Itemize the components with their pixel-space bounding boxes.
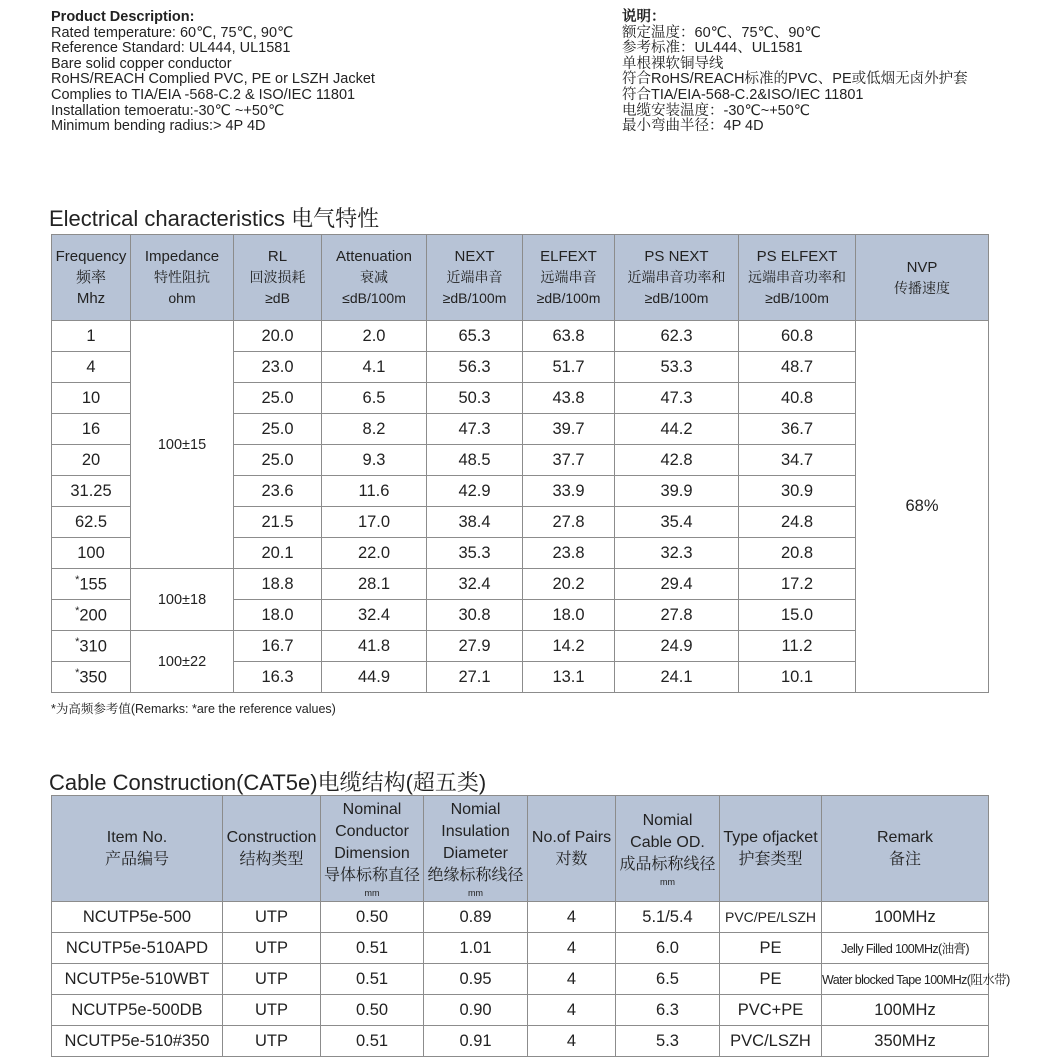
impedance-cell: 100±15 bbox=[131, 321, 234, 569]
item-number-cell: NCUTP5e-510WBT bbox=[52, 964, 223, 995]
description-cn-line: 符合TIA/EIA-568-C.2&ISO/IEC 11801 bbox=[622, 86, 864, 103]
return-loss-cell: 25.0 bbox=[234, 383, 322, 414]
electrical-header-cell bbox=[131, 235, 234, 321]
construction-header-row bbox=[52, 796, 989, 902]
construction-type-cell: UTP bbox=[223, 1026, 321, 1057]
ps-next-cell: 62.3 bbox=[615, 321, 739, 352]
frequency-cell bbox=[52, 321, 131, 352]
construction-type-cell: UTP bbox=[223, 902, 321, 933]
reference-asterisk: * bbox=[75, 635, 80, 648]
electrical-header-line: Mhz bbox=[76, 290, 106, 307]
ps-elfext-cell: 20.8 bbox=[739, 538, 856, 569]
next-cell: 42.9 bbox=[427, 476, 523, 507]
item-number-cell: NCUTP5e-500DB bbox=[52, 995, 223, 1026]
cable-od-cell: 5.1/5.4 bbox=[616, 902, 720, 933]
frequency-value: 100 bbox=[77, 543, 105, 562]
elfext-cell: 63.8 bbox=[523, 321, 615, 352]
ps-next-cell: 29.4 bbox=[615, 569, 739, 600]
jacket-type-cell: PVC+PE bbox=[720, 995, 822, 1026]
insulation-diameter-cell: 0.90 bbox=[424, 995, 528, 1026]
construction-header-unit: mm bbox=[660, 876, 675, 887]
construction-section-title: Cable Construction(CAT5e)电缆结构(超五类) bbox=[49, 770, 487, 795]
jacket-type-cell: PVC/LSZH bbox=[720, 1026, 822, 1057]
return-loss-cell: 20.1 bbox=[234, 538, 322, 569]
construction-header-line: Diameter bbox=[443, 844, 508, 862]
frequency-cell bbox=[52, 569, 131, 600]
construction-header-unit: mm bbox=[468, 887, 483, 898]
item-number-cell: NCUTP5e-500 bbox=[52, 902, 223, 933]
electrical-header-line: ELFEXT bbox=[540, 248, 597, 265]
electrical-header-cell bbox=[615, 235, 739, 321]
electrical-header-line: ohm bbox=[168, 290, 196, 306]
electrical-header-line: 远端串音功率和 bbox=[748, 269, 846, 285]
electrical-row bbox=[52, 631, 989, 662]
construction-header-line: No.of Pairs bbox=[531, 828, 612, 846]
jacket-type-cell: PE bbox=[720, 933, 822, 964]
return-loss-cell: 16.7 bbox=[234, 631, 322, 662]
elfext-cell: 39.7 bbox=[523, 414, 615, 445]
elfext-cell: 51.7 bbox=[523, 352, 615, 383]
return-loss-cell: 18.8 bbox=[234, 569, 322, 600]
electrical-header-line: ≥dB bbox=[265, 290, 290, 306]
construction-header-line: 备注 bbox=[888, 850, 921, 868]
electrical-table-body bbox=[52, 321, 989, 693]
electrical-header-cell bbox=[856, 235, 989, 321]
reference-asterisk: * bbox=[75, 573, 80, 586]
nvp-cell: 68% bbox=[856, 321, 989, 693]
ps-elfext-cell: 11.2 bbox=[739, 631, 856, 662]
ps-next-cell: 27.8 bbox=[615, 600, 739, 631]
elfext-cell: 13.1 bbox=[523, 662, 615, 693]
pairs-cell: 4 bbox=[528, 933, 616, 964]
ps-elfext-cell: 10.1 bbox=[739, 662, 856, 693]
ps-elfext-cell: 36.7 bbox=[739, 414, 856, 445]
electrical-header-cell bbox=[322, 235, 427, 321]
ps-next-cell: 35.4 bbox=[615, 507, 739, 538]
construction-header-line: Insulation bbox=[441, 822, 510, 840]
return-loss-cell: 21.5 bbox=[234, 507, 322, 538]
next-cell: 35.3 bbox=[427, 538, 523, 569]
construction-header-line: Item No. bbox=[106, 828, 168, 846]
construction-row bbox=[52, 964, 989, 995]
return-loss-cell: 20.0 bbox=[234, 321, 322, 352]
electrical-header-line: 回波损耗 bbox=[249, 269, 306, 285]
electrical-header-line: PS ELFEXT bbox=[756, 248, 838, 265]
ps-elfext-cell: 15.0 bbox=[739, 600, 856, 631]
return-loss-cell: 23.0 bbox=[234, 352, 322, 383]
description-cn-line: 电缆安装温度：-30℃~+50℃ bbox=[622, 102, 811, 119]
remark-cell: 100MHz bbox=[822, 902, 989, 933]
reference-remark: *为高频参考值(Remarks: *are the reference values) bbox=[51, 702, 336, 716]
remark-cell: Jelly Filled 100MHz(油膏) bbox=[822, 933, 989, 964]
electrical-header-line: 近端串音 bbox=[446, 269, 503, 285]
electrical-row bbox=[52, 321, 989, 352]
electrical-header-line: NEXT bbox=[454, 248, 495, 265]
next-cell: 48.5 bbox=[427, 445, 523, 476]
conductor-dimension-cell: 0.51 bbox=[321, 1026, 424, 1057]
elfext-cell: 27.8 bbox=[523, 507, 615, 538]
return-loss-cell: 25.0 bbox=[234, 445, 322, 476]
next-cell: 56.3 bbox=[427, 352, 523, 383]
attenuation-cell: 17.0 bbox=[322, 507, 427, 538]
frequency-value: 1 bbox=[86, 326, 96, 345]
ps-next-cell: 42.8 bbox=[615, 445, 739, 476]
construction-header-line: Remark bbox=[876, 828, 933, 846]
electrical-header-line: NVP bbox=[906, 258, 938, 276]
ps-elfext-cell: 40.8 bbox=[739, 383, 856, 414]
construction-header-cell bbox=[528, 796, 616, 902]
description-cn-line: 参考标准：UL444、UL1581 bbox=[622, 40, 803, 57]
description-en-title: Product Description: bbox=[51, 9, 195, 25]
electrical-header-cell bbox=[234, 235, 322, 321]
frequency-value: 16 bbox=[81, 419, 101, 438]
pairs-cell: 4 bbox=[528, 995, 616, 1026]
construction-header-cell bbox=[616, 796, 720, 902]
frequency-cell bbox=[52, 662, 131, 693]
frequency-cell bbox=[52, 476, 131, 507]
construction-header-line: 绝缘标称线径 bbox=[427, 866, 524, 884]
construction-header-cell bbox=[52, 796, 223, 902]
description-cn-title: 说明： bbox=[622, 9, 666, 25]
electrical-header-line: ≥dB/100m bbox=[536, 290, 601, 306]
ps-elfext-cell: 30.9 bbox=[739, 476, 856, 507]
electrical-header-line: 衰减 bbox=[360, 269, 388, 285]
ps-next-cell: 53.3 bbox=[615, 352, 739, 383]
attenuation-cell: 8.2 bbox=[322, 414, 427, 445]
attenuation-cell: 28.1 bbox=[322, 569, 427, 600]
frequency-cell bbox=[52, 352, 131, 383]
attenuation-cell: 44.9 bbox=[322, 662, 427, 693]
frequency-cell bbox=[52, 538, 131, 569]
electrical-header-cell bbox=[739, 235, 856, 321]
electrical-header-cell bbox=[52, 235, 131, 321]
attenuation-cell: 9.3 bbox=[322, 445, 427, 476]
description-en-line: Bare solid copper conductor bbox=[51, 55, 232, 72]
electrical-header-cell bbox=[427, 235, 523, 321]
cable-od-cell: 6.5 bbox=[616, 964, 720, 995]
conductor-dimension-cell: 0.51 bbox=[321, 933, 424, 964]
construction-header-line: 导体标称直径 bbox=[323, 866, 420, 884]
construction-row bbox=[52, 902, 989, 933]
next-cell: 27.9 bbox=[427, 631, 523, 662]
electrical-header-line: 近端串音功率和 bbox=[627, 269, 726, 285]
elfext-cell: 37.7 bbox=[523, 445, 615, 476]
return-loss-cell: 23.6 bbox=[234, 476, 322, 507]
construction-header-line: Nomial bbox=[450, 800, 501, 818]
elfext-cell: 20.2 bbox=[523, 569, 615, 600]
electrical-header-line: Frequency bbox=[55, 248, 127, 265]
frequency-cell bbox=[52, 383, 131, 414]
electrical-section-title: Electrical characteristics 电气特性 bbox=[49, 206, 380, 231]
description-en-line: Minimum bending radius:> 4P 4D bbox=[51, 118, 266, 135]
construction-header-unit: mm bbox=[364, 887, 380, 898]
description-cn-line: 单根裸软铜导线 bbox=[622, 55, 724, 72]
construction-row bbox=[52, 1026, 989, 1057]
frequency-value: 155 bbox=[79, 575, 107, 594]
electrical-header-row bbox=[52, 235, 989, 321]
ps-next-cell: 24.1 bbox=[615, 662, 739, 693]
electrical-header-line: 传播速度 bbox=[894, 279, 950, 296]
construction-header-line: 成品标称线径 bbox=[619, 855, 716, 873]
elfext-cell: 14.2 bbox=[523, 631, 615, 662]
electrical-header-line: Impedance bbox=[144, 248, 220, 265]
ps-elfext-cell: 48.7 bbox=[739, 352, 856, 383]
elfext-cell: 43.8 bbox=[523, 383, 615, 414]
electrical-header-line: 特性阻抗 bbox=[154, 269, 210, 285]
frequency-value: 31.25 bbox=[70, 481, 112, 500]
electrical-header-cell bbox=[523, 235, 615, 321]
impedance-cell: 100±22 bbox=[131, 631, 234, 693]
cable-od-cell: 6.0 bbox=[616, 933, 720, 964]
elfext-cell: 23.8 bbox=[523, 538, 615, 569]
construction-header-cell bbox=[223, 796, 321, 902]
next-cell: 65.3 bbox=[427, 321, 523, 352]
jacket-type-cell: PVC/PE/LSZH bbox=[720, 902, 822, 933]
ps-elfext-cell: 24.8 bbox=[739, 507, 856, 538]
construction-header-cell bbox=[321, 796, 424, 902]
description-en-line: Installation temoeratu:-30℃ ~+50℃ bbox=[51, 102, 285, 119]
remark-cell: 100MHz bbox=[822, 995, 989, 1026]
frequency-value: 20 bbox=[81, 450, 101, 469]
conductor-dimension-cell: 0.51 bbox=[321, 964, 424, 995]
frequency-value: 62.5 bbox=[74, 512, 108, 531]
construction-header-line: 产品编号 bbox=[104, 850, 169, 868]
frequency-value: 350 bbox=[79, 668, 107, 687]
electrical-header-line: 远端串音 bbox=[540, 269, 597, 285]
electrical-header-line: PS NEXT bbox=[644, 248, 709, 265]
insulation-diameter-cell: 1.01 bbox=[424, 933, 528, 964]
next-cell: 50.3 bbox=[427, 383, 523, 414]
description-cn bbox=[622, 10, 1052, 135]
return-loss-cell: 16.3 bbox=[234, 662, 322, 693]
frequency-value: 200 bbox=[79, 606, 107, 625]
pairs-cell: 4 bbox=[528, 1026, 616, 1057]
attenuation-cell: 6.5 bbox=[322, 383, 427, 414]
insulation-diameter-cell: 0.91 bbox=[424, 1026, 528, 1057]
electrical-header-line: ≥dB/100m bbox=[644, 290, 709, 306]
electrical-row bbox=[52, 569, 989, 600]
description-en bbox=[51, 10, 571, 135]
pairs-cell: 4 bbox=[528, 902, 616, 933]
construction-header-line: Conductor bbox=[335, 822, 409, 840]
attenuation-cell: 22.0 bbox=[322, 538, 427, 569]
conductor-dimension-cell: 0.50 bbox=[321, 995, 424, 1026]
construction-row bbox=[52, 995, 989, 1026]
construction-type-cell: UTP bbox=[223, 964, 321, 995]
construction-header-cell bbox=[822, 796, 989, 902]
remark-cell: 350MHz bbox=[822, 1026, 989, 1057]
construction-header-line: Nominal bbox=[342, 800, 402, 818]
frequency-cell bbox=[52, 414, 131, 445]
construction-header-line: 护套类型 bbox=[738, 850, 803, 868]
reference-asterisk: * bbox=[75, 604, 80, 617]
cable-od-cell: 5.3 bbox=[616, 1026, 720, 1057]
electrical-table bbox=[51, 234, 989, 693]
next-cell: 38.4 bbox=[427, 507, 523, 538]
frequency-cell bbox=[52, 445, 131, 476]
attenuation-cell: 2.0 bbox=[322, 321, 427, 352]
frequency-value: 10 bbox=[81, 388, 101, 407]
construction-header-cell bbox=[720, 796, 822, 902]
construction-header-line: 对数 bbox=[555, 850, 588, 868]
construction-type-cell: UTP bbox=[223, 995, 321, 1026]
ps-next-cell: 24.9 bbox=[615, 631, 739, 662]
elfext-cell: 33.9 bbox=[523, 476, 615, 507]
elfext-cell: 18.0 bbox=[523, 600, 615, 631]
attenuation-cell: 11.6 bbox=[322, 476, 427, 507]
attenuation-cell: 32.4 bbox=[322, 600, 427, 631]
remark-cell: Water blocked Tape 100MHz(阻水带) bbox=[822, 964, 989, 995]
electrical-header-line: RL bbox=[267, 248, 288, 265]
next-cell: 27.1 bbox=[427, 662, 523, 693]
ps-next-cell: 32.3 bbox=[615, 538, 739, 569]
insulation-diameter-cell: 0.89 bbox=[424, 902, 528, 933]
construction-table bbox=[51, 795, 1010, 1057]
construction-header-line: Construction bbox=[226, 828, 317, 846]
electrical-header-line: 频率 bbox=[75, 269, 106, 286]
attenuation-cell: 41.8 bbox=[322, 631, 427, 662]
construction-header-line: 结构类型 bbox=[239, 850, 304, 868]
frequency-value: 310 bbox=[79, 637, 107, 656]
ps-next-cell: 44.2 bbox=[615, 414, 739, 445]
conductor-dimension-cell: 0.50 bbox=[321, 902, 424, 933]
ps-elfext-cell: 60.8 bbox=[739, 321, 856, 352]
impedance-cell: 100±18 bbox=[131, 569, 234, 631]
next-cell: 30.8 bbox=[427, 600, 523, 631]
description-en-line: Rated temperature: 60℃, 75℃, 90℃ bbox=[51, 24, 294, 41]
attenuation-cell: 4.1 bbox=[322, 352, 427, 383]
electrical-header-line: Attenuation bbox=[336, 248, 412, 265]
description-en-line: Reference Standard: UL444, UL1581 bbox=[51, 40, 291, 57]
next-cell: 47.3 bbox=[427, 414, 523, 445]
description-cn-line: 符合RoHS/REACH标准的PVC、PE或低烟无卤外护套 bbox=[622, 71, 968, 88]
construction-header-line: Type ofjacket bbox=[723, 828, 818, 846]
construction-header-line: Cable OD. bbox=[630, 833, 705, 851]
ps-next-cell: 39.9 bbox=[615, 476, 739, 507]
return-loss-cell: 25.0 bbox=[234, 414, 322, 445]
frequency-cell bbox=[52, 507, 131, 538]
construction-type-cell: UTP bbox=[223, 933, 321, 964]
cable-od-cell: 6.3 bbox=[616, 995, 720, 1026]
frequency-cell bbox=[52, 631, 131, 662]
frequency-value: 4 bbox=[86, 357, 96, 376]
pairs-cell: 4 bbox=[528, 964, 616, 995]
reference-asterisk: * bbox=[75, 666, 80, 679]
description-cn-line: 额定温度：60℃、75℃、90℃ bbox=[622, 24, 821, 41]
description-en-line: RoHS/REACH Complied PVC, PE or LSZH Jacket bbox=[51, 71, 375, 88]
ps-elfext-cell: 17.2 bbox=[739, 569, 856, 600]
electrical-header-line: ≥dB/100m bbox=[442, 290, 507, 306]
electrical-header-line: ≤dB/100m bbox=[342, 290, 406, 306]
item-number-cell: NCUTP5e-510APD bbox=[52, 933, 223, 964]
next-cell: 32.4 bbox=[427, 569, 523, 600]
construction-header-line: Nomial bbox=[642, 811, 693, 829]
construction-table-body bbox=[52, 902, 1010, 1057]
electrical-header-line: ≥dB/100m bbox=[765, 290, 829, 306]
frequency-cell bbox=[52, 600, 131, 631]
construction-header-line: Dimension bbox=[334, 844, 410, 862]
construction-header-cell bbox=[424, 796, 528, 902]
item-number-cell: NCUTP5e-510#350 bbox=[52, 1026, 223, 1057]
description-en-line: Complies to TIA/EIA -568-C.2 & ISO/IEC 11801 bbox=[51, 86, 356, 103]
return-loss-cell: 18.0 bbox=[234, 600, 322, 631]
construction-row bbox=[52, 933, 989, 964]
ps-next-cell: 47.3 bbox=[615, 383, 739, 414]
jacket-type-cell: PE bbox=[720, 964, 822, 995]
ps-elfext-cell: 34.7 bbox=[739, 445, 856, 476]
description-cn-line: 最小弯曲半径：4P 4D bbox=[622, 118, 764, 135]
insulation-diameter-cell: 0.95 bbox=[424, 964, 528, 995]
